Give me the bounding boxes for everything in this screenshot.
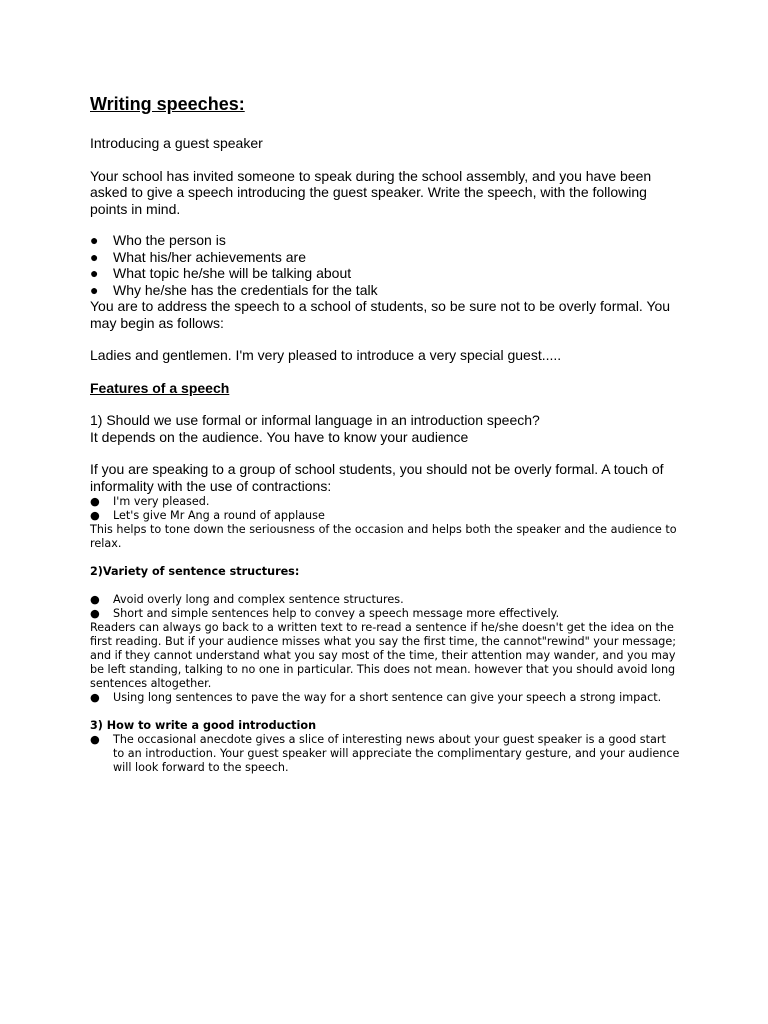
intro-paragraph: Your school has invited someone to speak during the school assembly, and you have been asked to give a speech introducing the guest speaker. Write the speech, with the following points in mind. xyxy=(90,167,652,217)
answer-1: It depends on the audience. You have to know your audience xyxy=(90,428,469,445)
bullet-icon: ● xyxy=(90,733,100,746)
list-item: ● Why he/she has the credentials for the talk xyxy=(90,281,378,298)
bullet-icon: ● xyxy=(90,281,99,298)
section3-heading: 3) How to write a good introduction xyxy=(90,719,317,732)
list-item: ● Let's give Mr Ang a round of applause xyxy=(90,509,325,522)
list-item: ● Using long sentences to pave the way for a short sentence can give your speech a strong impact. xyxy=(90,691,662,704)
bullet-icon: ● xyxy=(90,691,100,704)
bullet-icon: ● xyxy=(90,232,99,248)
address-paragraph: You are to address the speech to a school of students, so be sure not to be overly formal. You may begin as follows: xyxy=(90,298,671,331)
document-page xyxy=(90,93,680,775)
subtitle: Introducing a guest speaker xyxy=(90,135,263,151)
section2-list xyxy=(90,593,680,621)
bullet-icon: ● xyxy=(90,495,100,508)
list-item: ● Avoid overly long and complex sentence structures. xyxy=(90,593,404,606)
question-1: 1) Should we use formal or informal language in an introduction speech? xyxy=(90,412,540,428)
list-item: ● Short and simple sentences help to convey a speech message more effectively. xyxy=(90,607,560,620)
list-item: ● What his/her achievements are xyxy=(90,248,306,265)
section3-list xyxy=(90,733,680,775)
tone-paragraph: This helps to tone down the seriousness of the occasion and helps both the speaker and the audience to relax. xyxy=(90,523,677,550)
list-item: ● Who the person is xyxy=(90,232,226,248)
contractions-list xyxy=(90,495,680,523)
bullet-icon: ● xyxy=(90,607,100,620)
list-item: ● I'm very pleased. xyxy=(90,495,210,508)
readers-paragraph: Readers can always go back to a written text to re-read a sentence if he/she doesn't get the idea on the first reading. But if your audience misses what you say the first time, the cannot"rewind" your message; and if they cannot understand what you say most of the time, their attention may wander, and you may be left standing, talking to no one in particular. This does not mean. however that you should avoid long sentences altogether. xyxy=(90,621,677,690)
bullet-icon: ● xyxy=(90,593,100,606)
page-title: Writing speeches: xyxy=(90,94,245,114)
bullet-icon: ● xyxy=(90,248,99,265)
list-item: ● What topic he/she will be talking about xyxy=(90,265,352,281)
informality-paragraph: If you are speaking to a group of school students, you should not be overly formal. A touch of informality with the use of contractions: xyxy=(90,461,664,494)
bullet-icon: ● xyxy=(90,509,100,522)
bullet-icon: ● xyxy=(90,265,99,281)
features-heading: Features of a speech xyxy=(90,379,230,396)
list-item: ● The occasional anecdote gives a slice of interesting news about your guest speaker is a good start to an introduction. Your guest speaker will appreciate the complimentary gesture, and your audience will look forward to the speech. xyxy=(90,733,680,774)
opening-line: Ladies and gentlemen. I'm very pleased to introduce a very special guest..... xyxy=(90,347,562,363)
points-list xyxy=(90,232,680,298)
section2-list-last xyxy=(90,691,680,705)
section2-heading: 2)Variety of sentence structures: xyxy=(90,565,300,578)
